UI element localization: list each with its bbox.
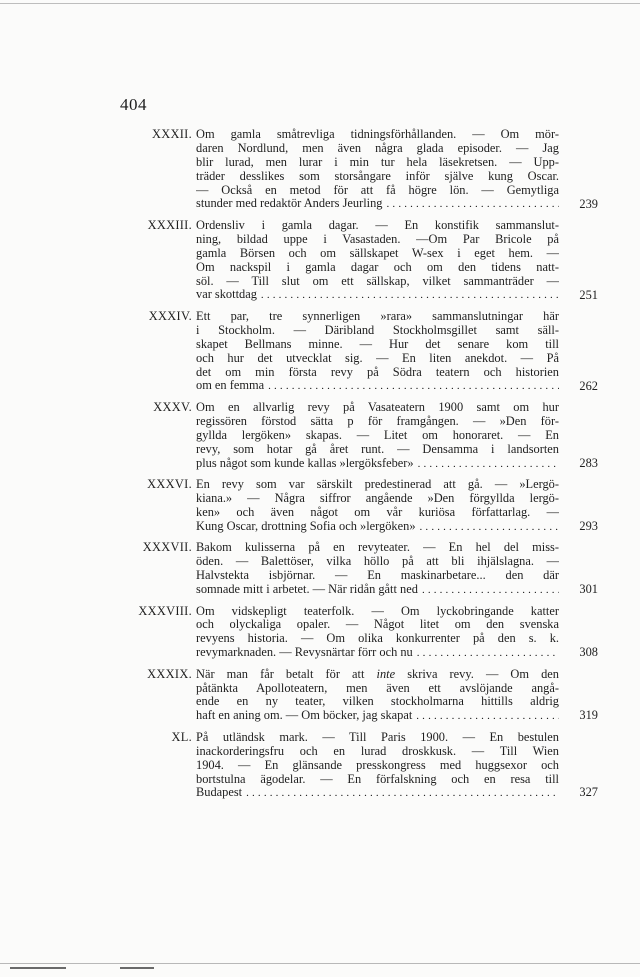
last-line-text: stunder med redaktör Anders Jeurling (196, 196, 383, 211)
chapter-numeral: XXXIII. (147, 218, 192, 232)
page-reference: 301 (579, 581, 598, 596)
summary-line: träder desslikes som storsångare inför själve kung Oscar. (196, 169, 559, 183)
summary-line: det om min första revy på Södra teatern och historien (196, 365, 559, 379)
dot-leader (268, 379, 559, 394)
chapter-summary (196, 219, 559, 302)
page-reference: 293 (579, 518, 598, 533)
chapter-numeral: XL. (171, 729, 192, 744)
chapter-numeral: XXXVIII. (138, 603, 192, 618)
chapter-numeral: XXXIX. (147, 666, 192, 681)
dot-leader (261, 288, 559, 303)
chapter-summary (196, 478, 559, 534)
summary-line: — Också en metod för att få högre lön. — Gemytliga (196, 183, 559, 197)
summary-line: söl. — Till slut om ett sällskap, vilket sammanträder — (196, 274, 559, 288)
footer-mark (120, 967, 154, 969)
summary-line: När man får betalt för att inte skriva revy. — Om den (196, 667, 559, 681)
last-line-text: om en femma (196, 378, 265, 393)
chapter-summary (196, 731, 559, 800)
summary-last-line (196, 197, 559, 211)
summary-line: Ett par, tre synnerligen »rara» sammanslutningar här (196, 310, 559, 323)
dot-leader (387, 197, 559, 212)
dot-leader (422, 583, 559, 598)
footer-mark (10, 967, 66, 969)
summary-line: och hur det utvecklat sig. — En liten anekdot. — På (196, 351, 559, 365)
page-reference: 283 (579, 455, 598, 470)
summary-line: regissören förstod sätta p för framgången. — »Den för- (196, 414, 559, 428)
chapter-numeral: XXXVII. (142, 540, 192, 555)
last-line-text: var skottdag (196, 287, 257, 302)
chapter-numeral: XXXVI. (147, 477, 192, 492)
summary-line: Halvstekta isbjörnar. — En maskinarbetare... den där (196, 569, 559, 583)
summary-line: Bakom kulisserna på en revyteater. — En hel del miss- (196, 541, 559, 555)
summary-line: revy, som hotar gå året runt. — Densamma i landsorten (196, 442, 559, 456)
summary-line: 1904. — En glänsande presskongress med huggsexor och (196, 758, 559, 772)
summary-last-line (196, 709, 559, 723)
summary-line: daren Nordlund, men även några glada episoder. — Jag (196, 141, 559, 155)
summary-last-line (196, 646, 559, 660)
summary-line: ning, bildad uppe i Vasastaden. —Om Par Bricole på (196, 232, 559, 246)
chapter-summary (196, 310, 559, 393)
summary-line: På utländsk mark. — Till Paris 1900. — En bestulen (196, 730, 559, 744)
last-line-text: Kung Oscar, drottning Sofia och »lergöken» (196, 518, 416, 533)
summary-last-line (196, 520, 559, 534)
dot-leader (418, 457, 559, 472)
summary-last-line (196, 457, 559, 471)
last-line-text: haft en aning om. — Om böcker, jag skapat (196, 708, 413, 723)
summary-line: gyllda lergöken» skapas. — Litet om honoraret. — En (196, 428, 559, 442)
summary-line: öden. — Balettöser, vilka höllo på att bli ihjälslagna. — (196, 555, 559, 569)
top-rule (0, 3, 640, 4)
last-line-text: somnade mitt i arbetet. — När ridån gått ned (196, 581, 418, 596)
page-reference: 319 (579, 708, 598, 723)
summary-line: kiana.» — Några siffror angående »Den förgyllda lergö- (196, 491, 559, 505)
summary-line: i Stockholm. — Däribland Stockholmsgillet samt säll- (196, 323, 559, 337)
chapter-summary (196, 401, 559, 470)
chapter-numeral: XXXV. (153, 400, 192, 414)
chapter-summary (196, 668, 559, 724)
page-reference: 327 (579, 785, 598, 800)
summary-last-line (196, 379, 559, 393)
summary-line: Om gamla småtrevliga tidningsförhållanden. — Om mör- (196, 128, 559, 141)
footer-rule (0, 963, 640, 964)
page-number: 404 (120, 95, 147, 114)
last-line-text: plus något som kunde kallas »lergöksfeber» (196, 455, 414, 470)
summary-line: En revy som var särskilt predestinerad att gå. — »Lergö- (196, 478, 559, 492)
summary-line: skapet Bellmans minne. — Hur det senare kom till (196, 337, 559, 351)
page-reference: 251 (579, 287, 598, 302)
summary-last-line (196, 786, 559, 800)
summary-line: Om nackspil i gamla dagar och om den tidens natt- (196, 260, 559, 274)
summary-last-line (196, 288, 559, 302)
summary-line: inackorderingsfru och en lurad droskkusk. — Till Wien (196, 744, 559, 758)
summary-line: gamla Börsen och om sällskapet W-sex i eget hem. — (196, 246, 559, 260)
chapter-summary (196, 541, 559, 597)
summary-line: Ordensliv i gamla dagar. — En konstifik sammanslut- (196, 219, 559, 232)
chapter-numeral: XXXII. (152, 127, 192, 141)
summary-line: och olyckaliga opaler. — Något litet om den svenska (196, 618, 559, 632)
summary-line: bortstulna ägodelar. — En förfalskning och en resa till (196, 772, 559, 786)
page-reference: 308 (579, 645, 598, 660)
last-line-text: Budapest (196, 785, 243, 800)
dot-leader (416, 709, 559, 724)
last-line-text: revymarknaden. — Revysnärtar förr och nu (196, 645, 413, 660)
page-reference: 262 (579, 378, 598, 393)
dot-leader (417, 646, 559, 661)
chapter-numeral: XXXIV. (148, 309, 192, 323)
summary-line: ken» och även något om vår kuriösa författarlag. — (196, 505, 559, 519)
chapter-summary (196, 128, 559, 211)
summary-line: påtänkta Apolloteatern, men även ett avslöjande angå- (196, 681, 559, 695)
summary-line: Om vidskepligt teaterfolk. — Om lyckobringande katter (196, 604, 559, 618)
dot-leader (420, 520, 559, 535)
summary-line: blir lurad, men lurar i min tur hela läsekretsen. — Upp- (196, 155, 559, 169)
summary-line: Om en allvarlig revy på Vasateatern 1900 samt om hur (196, 401, 559, 414)
summary-line: revyens historia. — Om olika konkurrenter på den s. k. (196, 632, 559, 646)
summary-last-line (196, 583, 559, 597)
page-reference: 239 (579, 196, 598, 211)
chapter-summary (196, 605, 559, 661)
dot-leader (246, 786, 559, 801)
summary-line: ende en ny teater, vilken stockholmarna hittills aldrig (196, 695, 559, 709)
